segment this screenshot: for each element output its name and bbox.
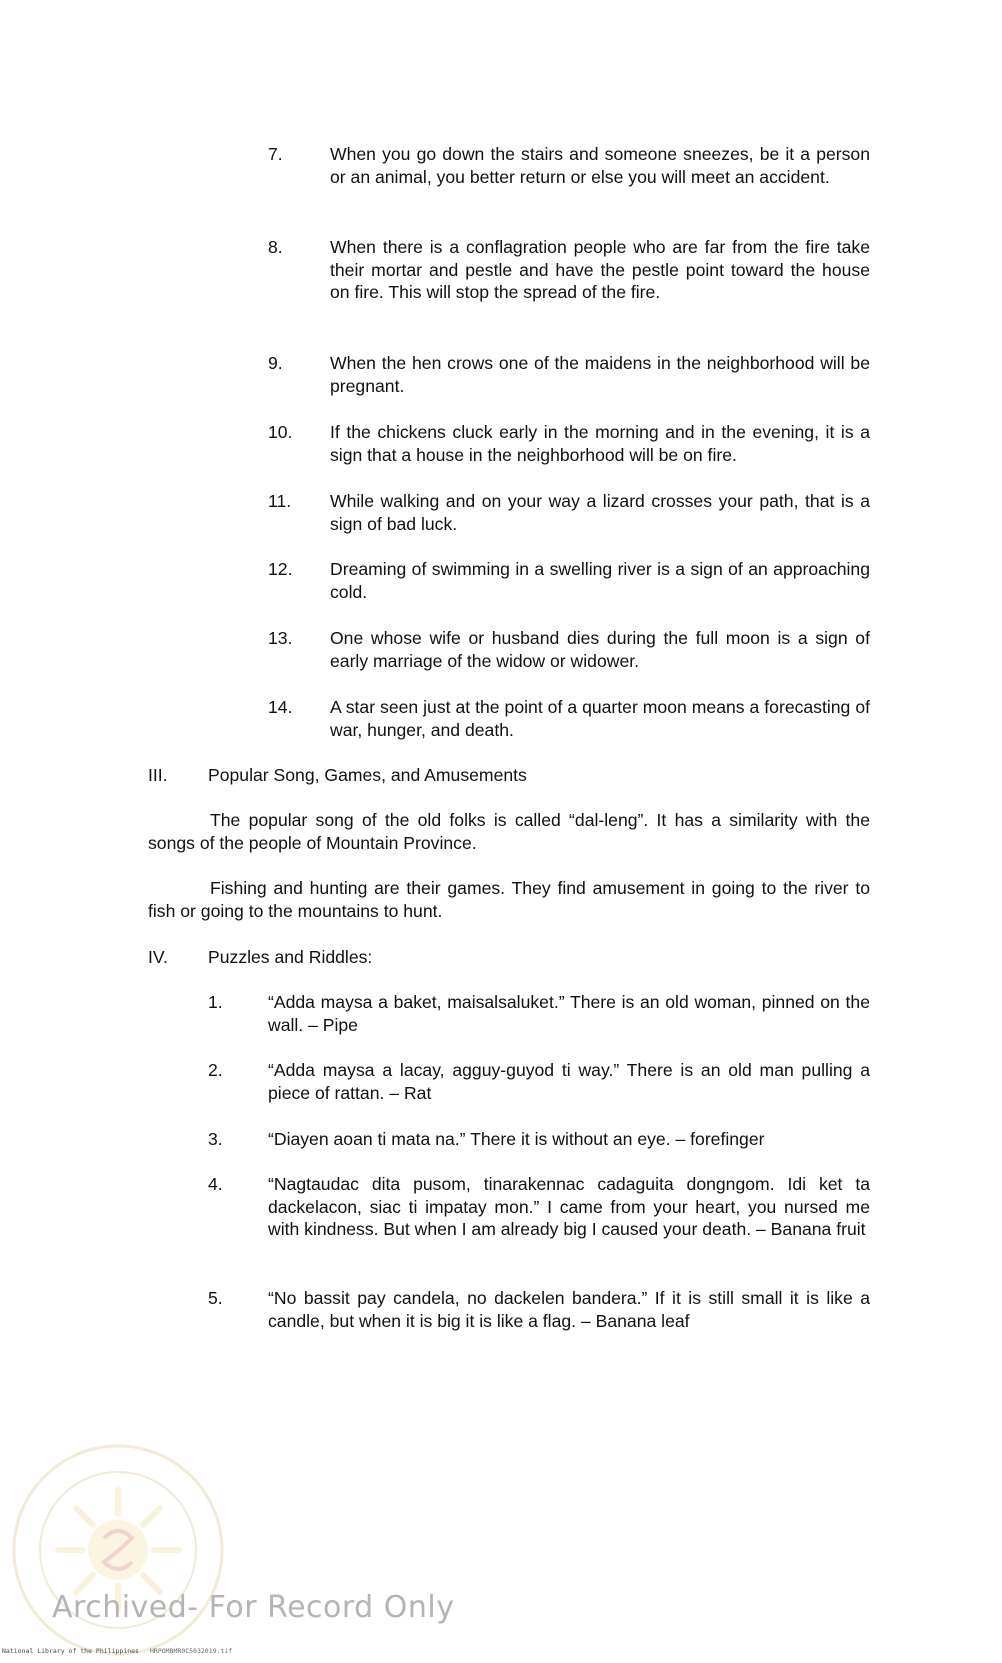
riddle-item xyxy=(208,1059,870,1104)
item-text: When you go down the stairs and someone sneezes, be it a person or an animal, you better return or else you will meet an accident. xyxy=(330,144,870,187)
item-number: 2. xyxy=(208,1060,223,1080)
item-number: 14. xyxy=(268,697,293,717)
item-number: 8. xyxy=(268,237,283,257)
superstition-item xyxy=(268,558,870,603)
item-number: 4. xyxy=(208,1174,223,1194)
riddle-text: “Adda maysa a baket, maisalsaluket.” There is an old woman, pinned on the wall. – Pipe xyxy=(268,992,870,1035)
superstition-item xyxy=(268,627,870,672)
item-number: 12. xyxy=(268,559,293,579)
riddle-text: “No bassit pay candela, no dackelen bandera.” If it is still small it is like a candle, but when it is big it is like a flag. – Banana leaf xyxy=(268,1288,870,1331)
riddle-item xyxy=(208,1173,870,1241)
item-text: While walking and on your way a lizard crosses your path, that is a sign of bad luck. xyxy=(330,491,870,534)
item-text: Dreaming of swimming in a swelling river is a sign of an approaching cold. xyxy=(330,559,870,602)
section-number: IV. xyxy=(148,947,168,967)
item-number: 13. xyxy=(268,628,293,648)
item-text: If the chickens cluck early in the morning and in the evening, it is a sign that a house in the neighborhood will be on fire. xyxy=(330,422,870,465)
item-number: 7. xyxy=(268,144,283,164)
item-text: A star seen just at the point of a quarter moon means a forecasting of war, hunger, and death. xyxy=(330,697,870,740)
library-seal-icon xyxy=(8,1440,228,1660)
item-number: 9. xyxy=(268,353,283,373)
riddle-item xyxy=(208,1287,870,1332)
item-number: 10. xyxy=(268,422,293,442)
paragraph: Fishing and hunting are their games. They find amusement in going to the river to fish or going to the mountains to hunt. xyxy=(148,878,870,921)
archive-watermark: Archived- For Record Only xyxy=(52,1590,455,1625)
superstition-item xyxy=(268,696,870,741)
superstition-item xyxy=(268,490,870,535)
section-heading: Popular Song, Games, and Amusements xyxy=(208,765,527,785)
item-number: 11. xyxy=(268,491,292,511)
item-text: One whose wife or husband dies during the full moon is a sign of early marriage of the widow or widower. xyxy=(330,628,870,671)
section-heading: Puzzles and Riddles: xyxy=(208,947,373,967)
item-text: When the hen crows one of the maidens in the neighborhood will be pregnant. xyxy=(330,353,870,396)
superstition-item xyxy=(268,352,870,397)
item-number: 3. xyxy=(208,1129,223,1149)
superstition-item xyxy=(268,236,870,304)
item-number: 5. xyxy=(208,1288,223,1308)
section-number: III. xyxy=(148,765,168,785)
riddle-text: “Diayen aoan ti mata na.” There it is without an eye. – forefinger xyxy=(268,1129,765,1149)
riddle-item xyxy=(208,1128,870,1151)
superstition-item xyxy=(268,421,870,466)
paragraph: The popular song of the old folks is called “dal-leng”. It has a similarity with the songs of the people of Mountain Province. xyxy=(148,810,870,853)
item-text: When there is a conflagration people who are far from the fire take their mortar and pestle and have the pestle point toward the house on fire. This will stop the spread of the fire. xyxy=(330,237,870,302)
footer-file-name: HRPOMBMR0C5032019.tif xyxy=(150,1647,233,1655)
superstition-item xyxy=(268,143,870,188)
footer-library-name: National Library of the Philippines xyxy=(2,1647,139,1655)
riddle-text: “Adda maysa a lacay, agguy-guyod ti way.” There is an old man pulling a piece of rattan. – Rat xyxy=(268,1060,870,1103)
riddle-item xyxy=(208,991,870,1036)
riddle-text: “Nagtaudac dita pusom, tinarakennac cadaguita dongngom. Idi ket ta dackelacon, siac ti impatay mon.” I came from your heart, you nursed me with kindness. But when I am already big I caused your death. – Banana fruit xyxy=(268,1174,870,1239)
item-number: 1. xyxy=(208,992,223,1012)
